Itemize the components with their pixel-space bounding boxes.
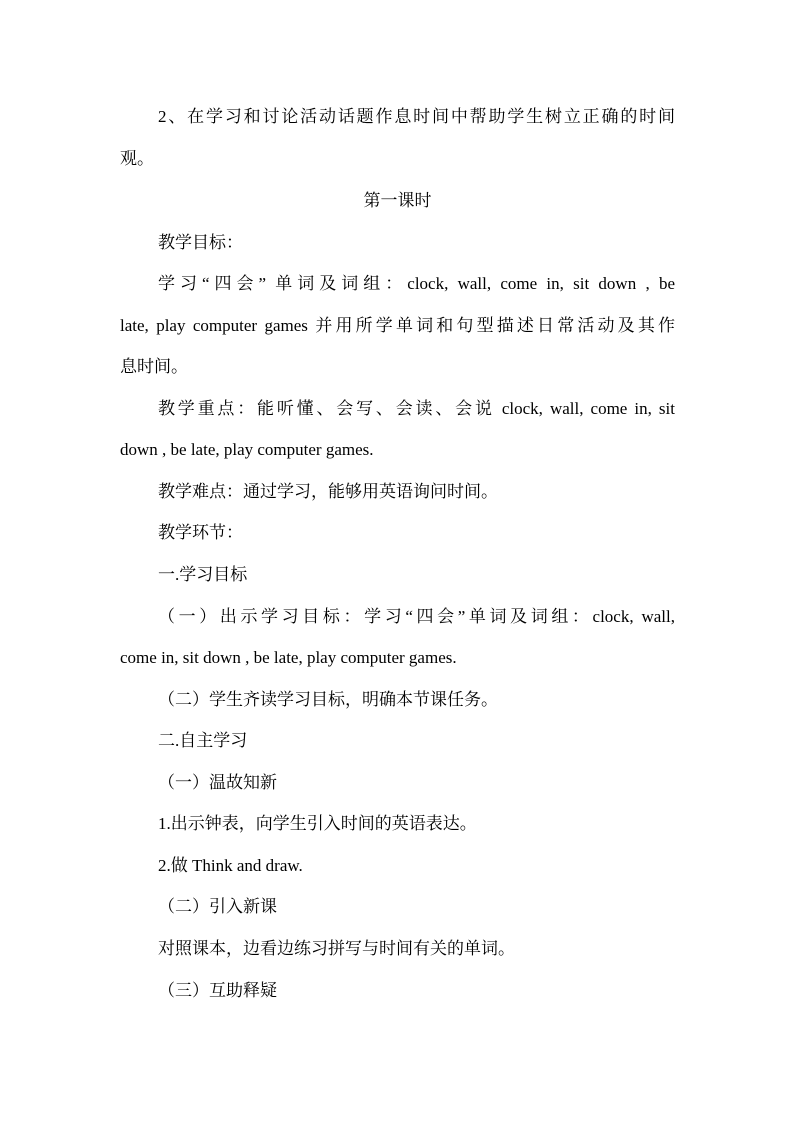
objectives-line-2: late, play computer games 并用所学单词和句型描述日常活动及其作 (120, 316, 675, 335)
objectives-line-3: 息时间。 (120, 357, 188, 376)
textbook-practice: 对照课本，边看边练习拼写与时间有关的单词。 (158, 939, 515, 958)
section-one-heading: 一.学习目标 (158, 565, 248, 584)
key-points-line-2: down , be late, play computer games. (120, 440, 374, 459)
key-points-line-1: 教学重点：能听懂、会写、会读、会说 clock, wall, come in, sit (158, 399, 675, 418)
objectives-line-1: 学习“四会” 单词及词组：clock, wall, come in, sit down , be (158, 274, 675, 293)
review-heading: （一）温故知新 (158, 773, 277, 792)
read-objectives: （二）学生齐读学习目标，明确本节课任务。 (158, 690, 498, 709)
lesson-heading: 第一课时 (363, 191, 432, 210)
time-concept-paragraph-line-1: 2、在学习和讨论活动话题作息时间中帮助学生树立正确的时间 (158, 107, 675, 126)
section-two-heading: 二.自主学习 (158, 731, 248, 750)
step-one: 1.出示钟表，向学生引入时间的英语表达。 (158, 814, 477, 833)
show-objectives-line-2: come in, sit down , be late, play computer games. (120, 648, 457, 667)
time-concept-paragraph-line-2: 观。 (120, 149, 154, 168)
step-two: 2.做 Think and draw. (158, 856, 303, 875)
teaching-difficulties: 教学难点：通过学习，能够用英语询问时间。 (158, 482, 498, 501)
show-objectives-line-1: （一）出示学习目标：学习“四会”单词及词组：clock, wall, (158, 607, 675, 626)
objectives-heading: 教学目标： (158, 233, 243, 252)
mutual-help-heading: （三）互助释疑 (158, 981, 277, 1000)
procedure-heading: 教学环节： (158, 523, 243, 542)
introduce-new-lesson: （二）引入新课 (158, 897, 277, 916)
